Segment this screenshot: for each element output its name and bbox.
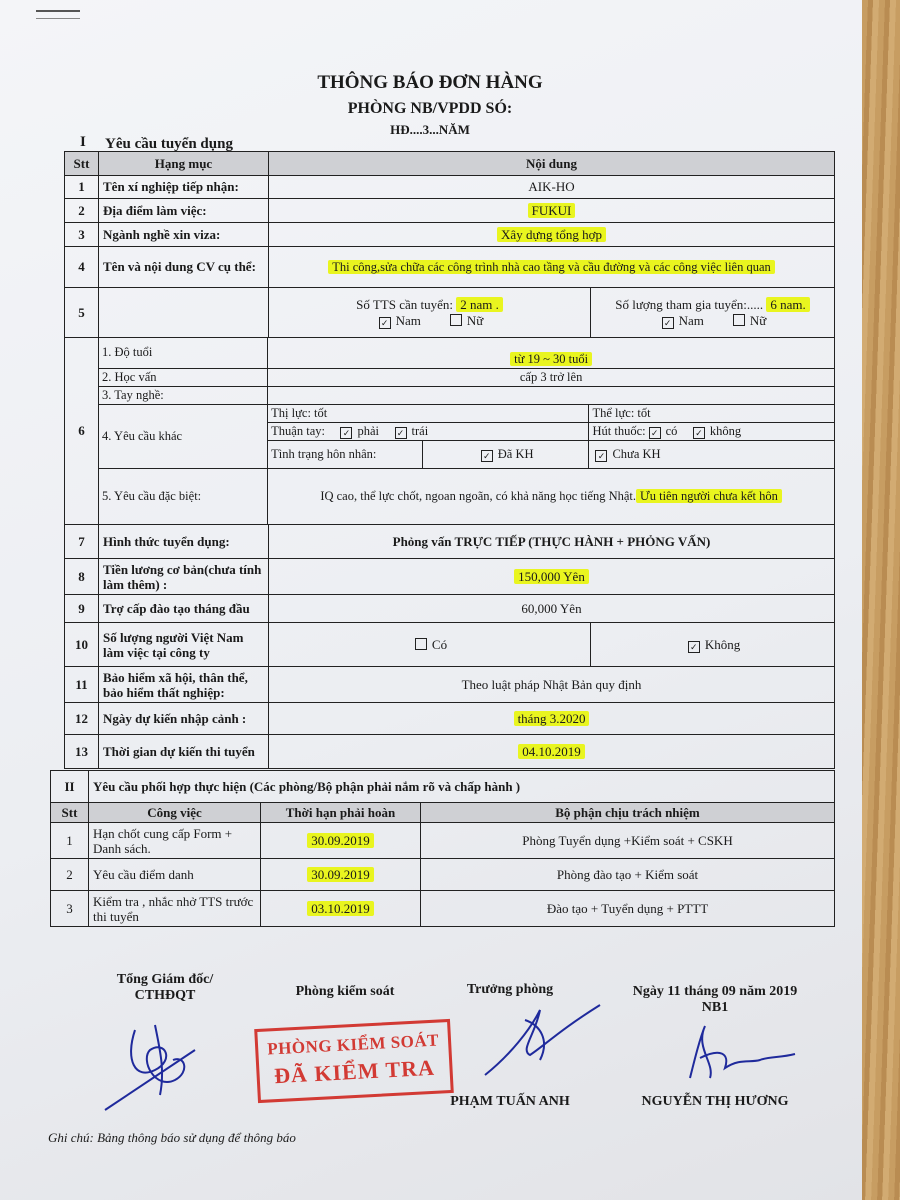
table-row: [65, 525, 835, 559]
task-number: 3: [51, 891, 89, 927]
section-2-heading: Yêu cầu phối hợp thực hiện (Các phòng/Bộ phận phải nắm rõ và chấp hành ): [89, 771, 835, 803]
task-row: [51, 859, 835, 891]
trainees-needed-cell: [269, 288, 591, 338]
row-number: 1: [65, 176, 99, 199]
task-work: Kiểm tra , nhắc nhở TTS trước thi tuyển: [89, 891, 261, 927]
female-checkbox: [450, 314, 462, 326]
salary-value: 150,000 Yên: [514, 569, 589, 584]
director-subtitle: CTHĐQT: [134, 988, 196, 1003]
col-item: Hạng mục: [99, 152, 269, 176]
vietnamese-no-cell: [591, 623, 835, 667]
row-number: 13: [65, 735, 99, 769]
task-deadline-cell: [261, 891, 421, 927]
age-cell: [268, 338, 834, 368]
col-content: Nội dung: [269, 152, 835, 176]
head-signature: [470, 1000, 610, 1090]
vietnamese-yes-label: Có: [431, 636, 448, 652]
task-deadline: 03.10.2019: [307, 901, 374, 916]
section-2-roman: II: [51, 771, 89, 803]
female-label: Nữ: [466, 312, 484, 328]
requirements-cell: [99, 338, 835, 525]
table-row: [65, 199, 835, 223]
col-deadline: Thời hạn phải hoàn: [261, 803, 421, 823]
special-requirements-value: IQ cao, thể lực chốt, ngoan ngoãn, có khả năng học tiếng Nhật.: [320, 488, 637, 503]
date-block: [600, 984, 830, 1016]
company-value: AIK-HO: [269, 176, 835, 199]
table-row: [65, 623, 835, 667]
recruitment-form-value: Phỏng vấn TRỰC TIẾP (THỰC HÀNH + PHỎNG VẤN): [269, 525, 835, 559]
row-number: 12: [65, 703, 99, 735]
table-row: [65, 703, 835, 735]
smoking-no-label: không: [709, 423, 742, 438]
document-subtitle: PHÒNG NB/VPDD SÓ:: [347, 100, 513, 117]
job-value: Thi công,sửa chữa các công trình nhà cao tầng và cầu đường và các công việc liên quan: [328, 260, 775, 274]
control-dept-title: Phòng kiểm soát: [295, 984, 395, 999]
task-row: [51, 891, 835, 927]
table-row: [65, 595, 835, 623]
table-header-row: [65, 152, 835, 176]
row-number: 4: [65, 247, 99, 288]
col-stt: Stt: [51, 803, 89, 823]
smoking-yes-checkbox: ✓: [649, 427, 661, 439]
age-label: 1. Độ tuổi: [99, 338, 268, 368]
document-code: HĐ....3...NĂM: [390, 122, 470, 137]
row-label: Tên xí nghiệp tiếp nhận:: [99, 176, 269, 199]
row-label: Ngành nghề xin viza:: [99, 223, 269, 247]
single-cell: [589, 440, 834, 468]
special-requirements-cell: [268, 468, 834, 524]
visa-value: Xây dựng tổng hợp: [497, 227, 606, 242]
task-deadline-cell: [261, 823, 421, 859]
right-hand-label: phải: [357, 423, 380, 438]
vietnamese-yes-cell: [269, 623, 591, 667]
section-2-row: [51, 771, 835, 803]
entry-date-value: tháng 3.2020: [514, 711, 590, 726]
task-work: Hạn chốt cung cấp Form + Danh sách.: [89, 823, 261, 859]
salary-cell: [269, 559, 835, 595]
special-priority: Ưu tiên người chưa kết hôn: [636, 489, 782, 503]
nb1-name: NGUYỄN THỊ HƯƠNG: [641, 1094, 789, 1109]
skill-label: 3. Tay nghề:: [99, 386, 268, 404]
single-checkbox: ✓: [595, 450, 607, 462]
paper-clip: [36, 10, 80, 19]
smoking-label: Hút thuốc:: [592, 423, 646, 438]
col-work: Công việc: [89, 803, 261, 823]
row-number: 3: [65, 223, 99, 247]
footnote: Ghi chú: Bảng thông báo sử dụng để thông báo: [48, 1130, 296, 1145]
document-title: THÔNG BÁO ĐƠN HÀNG: [317, 72, 543, 93]
row-label: Thời gian dự kiến thi tuyển: [99, 735, 269, 769]
task-number: 1: [51, 823, 89, 859]
table-row: [65, 338, 835, 525]
vietnamese-no-checkbox: ✓: [688, 641, 700, 653]
visa-cell: [269, 223, 835, 247]
task-department: Phòng đào tạo + Kiểm soát: [421, 859, 835, 891]
table-row: [65, 288, 835, 338]
female-checkbox: [733, 314, 745, 326]
approval-stamp: [254, 1019, 454, 1103]
handedness-label: Thuận tay:: [271, 423, 325, 438]
director-signature: [95, 1010, 215, 1120]
smoking-yes-label: có: [665, 423, 678, 438]
trainees-needed-label: Số TTS cần tuyển:: [356, 296, 453, 312]
special-requirements-label: 5. Yêu cầu đặc biệt:: [99, 468, 268, 524]
director-title: Tổng Giám đốc/: [116, 972, 214, 987]
requirements-table: [99, 338, 834, 524]
row-number: 9: [65, 595, 99, 623]
task-row: [51, 823, 835, 859]
allowance-value: 60,000 Yên: [269, 595, 835, 623]
task-deadline: 30.09.2019: [307, 833, 374, 848]
row-number: 10: [65, 623, 99, 667]
task-department: Phòng Tuyển dụng +Kiểm soát + CSKH: [421, 823, 835, 859]
participants-label: Số lượng tham gia tuyển:.....: [615, 296, 764, 312]
trainees-needed-value: 2 nam .: [456, 297, 503, 312]
row-label: Ngày dự kiến nhập cảnh :: [99, 703, 269, 735]
table-row: [65, 667, 835, 703]
left-hand-checkbox: ✓: [395, 427, 407, 439]
exam-date-value: 04.10.2019: [518, 744, 585, 759]
married-cell: [422, 440, 589, 468]
row-label: Địa điểm làm việc:: [99, 199, 269, 223]
row-label: Hình thức tuyển dụng:: [99, 525, 269, 559]
participants-cell: [591, 288, 835, 338]
male-label: Nam: [678, 312, 704, 328]
education-value: cấp 3 trở lên: [268, 368, 834, 386]
task-deadline-cell: [261, 859, 421, 891]
smoking-cell: [589, 422, 834, 440]
nb1-title: NB1: [701, 1000, 729, 1015]
table-row: [65, 176, 835, 199]
married-checkbox: ✓: [481, 450, 493, 462]
nb1-signature: [670, 1018, 810, 1088]
education-label: 2. Học vấn: [99, 368, 268, 386]
married-label: Đã KH: [497, 446, 534, 461]
section-1-heading: Yêu cầu tuyển dụng: [105, 136, 233, 152]
head-title: Trưởng phòng: [466, 982, 554, 997]
table-row: [65, 223, 835, 247]
vietnamese-yes-checkbox: [415, 638, 427, 650]
vietnamese-no-label: Không: [704, 636, 741, 652]
row-number: 5: [65, 288, 99, 338]
row-label: Bảo hiểm xã hội, thân thể, bảo hiểm thất nghiệp:: [99, 667, 269, 703]
entry-date-cell: [269, 703, 835, 735]
right-hand-checkbox: ✓: [340, 427, 352, 439]
female-label: Nữ: [749, 312, 767, 328]
skill-value: [268, 386, 834, 404]
row-number: 7: [65, 525, 99, 559]
smoking-no-checkbox: ✓: [693, 427, 705, 439]
row-number: 11: [65, 667, 99, 703]
table-row: [65, 735, 835, 769]
single-label: Chưa KH: [612, 446, 661, 461]
handedness-cell: [268, 422, 589, 440]
task-department: Đào tạo + Tuyển dụng + PTTT: [421, 891, 835, 927]
task-number: 2: [51, 859, 89, 891]
age-value: từ 19 ~ 30 tuổi: [510, 352, 592, 366]
recruitment-table: [64, 151, 835, 769]
exam-date-cell: [269, 735, 835, 769]
male-checkbox: ✓: [379, 317, 391, 329]
row-number: 2: [65, 199, 99, 223]
marital-label: Tình trạng hôn nhân:: [268, 440, 423, 468]
task-work: Yêu cầu điểm danh: [89, 859, 261, 891]
sign-date: Ngày 11 tháng 09 năm 2019: [632, 984, 798, 999]
stamp-line-2: ĐÃ KIỂM TRA: [273, 1054, 436, 1089]
row-label: Tên và nội dung CV cụ thể:: [99, 247, 269, 288]
eyesight: Thị lực: tốt: [268, 404, 589, 422]
left-hand-label: trái: [411, 423, 429, 438]
col-department: Bộ phận chịu trách nhiệm: [421, 803, 835, 823]
col-stt: Stt: [65, 152, 99, 176]
wooden-table-edge: [862, 0, 900, 1200]
director-block: [100, 972, 230, 1004]
other-requirements-label: 4. Yêu cầu khác: [99, 404, 268, 468]
coordination-table: [50, 770, 835, 927]
head-name: PHẠM TUẤN ANH: [450, 1094, 570, 1109]
row-label: Số lượng người Việt Nam làm việc tại công ty: [99, 623, 269, 667]
workplace-cell: [269, 199, 835, 223]
table-row: [65, 247, 835, 288]
participants-value: 6 nam.: [766, 297, 809, 312]
table-header-row: [51, 803, 835, 823]
section-1-roman: I: [80, 134, 86, 150]
stamp-line-1: PHÒNG KIỂM SOÁT: [266, 1030, 440, 1059]
task-deadline: 30.09.2019: [307, 867, 374, 882]
fitness: Thể lực: tốt: [589, 404, 834, 422]
male-checkbox: ✓: [662, 317, 674, 329]
insurance-value: Theo luật pháp Nhật Bản quy định: [269, 667, 835, 703]
row-number: 8: [65, 559, 99, 595]
table-row: [65, 559, 835, 595]
workplace-value: FUKUI: [528, 203, 576, 218]
row-label-empty: [99, 288, 269, 338]
row-number: 6: [65, 338, 99, 525]
row-label: Trợ cấp đào tạo tháng đầu: [99, 595, 269, 623]
row-label: Tiền lương cơ bản(chưa tính làm thêm) :: [99, 559, 269, 595]
job-cell: [269, 247, 835, 288]
male-label: Nam: [395, 312, 421, 328]
